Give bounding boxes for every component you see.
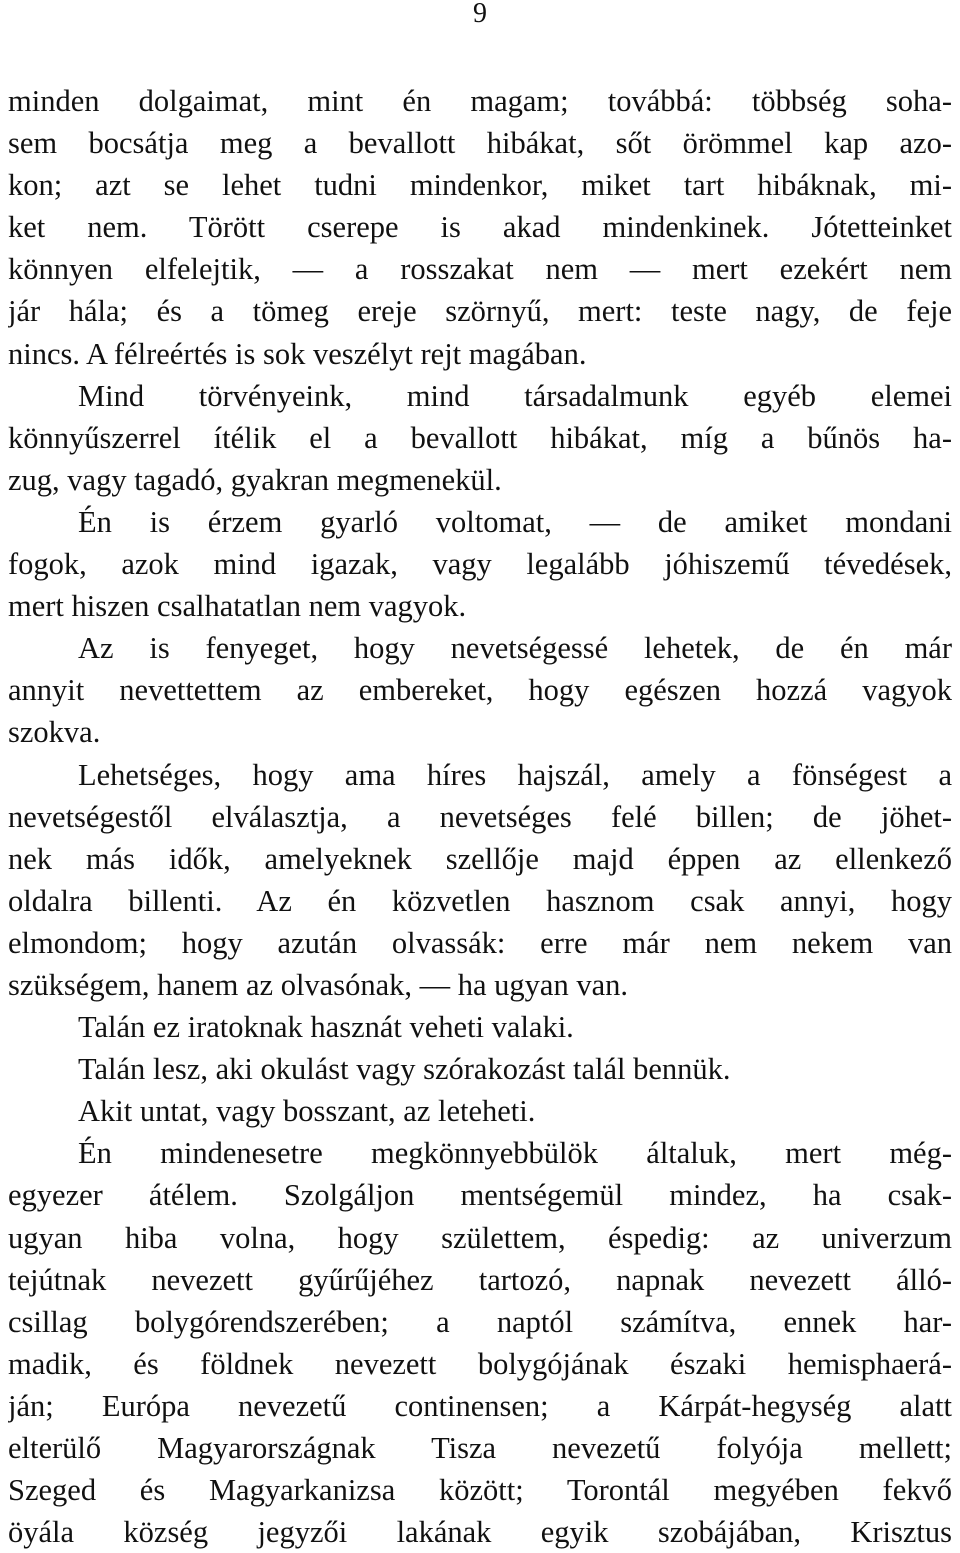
- text-line: Lehetséges, hogy ama híres hajszál, amely a fönségest a: [78, 757, 952, 792]
- text-line: ján; Európa nevezetű continensen; a Kárpát-hegység alatt: [8, 1388, 952, 1423]
- text-line: oldalra billenti. Az én közvetlen hasznom csak annyi, hogy: [8, 883, 952, 918]
- text-line: Talán lesz, aki okulást vagy szórakozást talál bennük.: [78, 1052, 731, 1087]
- text-line: annyit nevettettem az embereket, hogy egészen hozzá vagyok: [8, 673, 952, 708]
- text-line: könnyűszerrel ítélik el a bevallott hibákat, míg a bűnös ha-: [8, 420, 952, 455]
- text-line: sem bocsátja meg a bevallott hibákat, sőt örömmel kap azo-: [8, 126, 952, 161]
- text-line: jár hála; és a tömeg ereje szörnyű, mert: teste nagy, de feje: [8, 294, 952, 329]
- page-number: 9: [473, 0, 487, 29]
- text-line: mert hiszen csalhatatlan nem vagyok.: [8, 589, 467, 624]
- text-line: elterülő Magyarországnak Tisza nevezetű folyója mellett;: [8, 1431, 952, 1465]
- text-line: egyezer átélem. Szolgáljon mentségemül mindez, ha csak-: [8, 1178, 952, 1213]
- text-line: tejútnak nevezett gyűrűjéhez tartozó, napnak nevezett álló-: [8, 1262, 952, 1297]
- text-line: fogok, azok mind igazak, vagy legalább jóhiszemű tévedések,: [8, 547, 952, 582]
- text-line: Akit untat, vagy bosszant, az leteheti.: [78, 1094, 536, 1129]
- text-line: Szeged és Magyarkanizsa között; Torontál megyében fekvő: [8, 1473, 952, 1508]
- text-line: Én mindenesetre megkönnyebbülök általuk, mert még-: [78, 1136, 952, 1171]
- text-line: Mind törvényeink, mind társadalmunk egyéb elemei: [78, 378, 952, 413]
- text-line: nevetségestől elválasztja, a nevetséges felé billen; de jöhet-: [8, 799, 952, 834]
- text-line: nek más idők, amelyeknek szellője majd éppen az ellenkező: [8, 841, 952, 876]
- body-text: [8, 80, 952, 1553]
- text-line: Az is fenyeget, hogy nevetségessé lehetek, de én már: [78, 631, 952, 666]
- text-line: Talán ez iratoknak hasznát veheti valaki.: [78, 1010, 574, 1045]
- text-line: elmondom; hogy azután olvassák: erre már nem nekem van: [8, 925, 952, 960]
- text-line: csillag bolygórendszerében; a naptól számítva, ennek har-: [8, 1304, 952, 1339]
- text-line: minden dolgaimat, mint én magam; továbbá: többség soha-: [8, 84, 952, 118]
- text-line: kon; azt se lehet tudni mindenkor, miket tart hibáknak, mi-: [8, 168, 952, 203]
- text-line: szükségem, hanem az olvasónak, — ha ugyan van.: [8, 967, 628, 1002]
- text-line: nincs. A félreértés is sok veszélyt rejt magában.: [8, 336, 587, 371]
- text-line: ugyan hiba volna, hogy születtem, éspedig: az univerzum: [8, 1220, 952, 1255]
- text-line: zug, vagy tagadó, gyakran megmenekül.: [8, 462, 502, 497]
- text-line: Én is érzem gyarló voltomat, — de amiket mondani: [78, 504, 952, 539]
- text-line: öyála község jegyzői lakának egyik szobájában, Krisztus: [8, 1515, 952, 1550]
- text-line: könnyen elfelejtik, — a rosszakat nem — mert ezekért nem: [8, 252, 952, 287]
- text-line: szokva.: [8, 715, 101, 750]
- text-line: ket nem. Törött cserepe is akad mindenkinek. Jótetteinket: [8, 210, 952, 245]
- text-line: madik, és földnek nevezett bolygójának északi hemisphaerá-: [8, 1346, 952, 1381]
